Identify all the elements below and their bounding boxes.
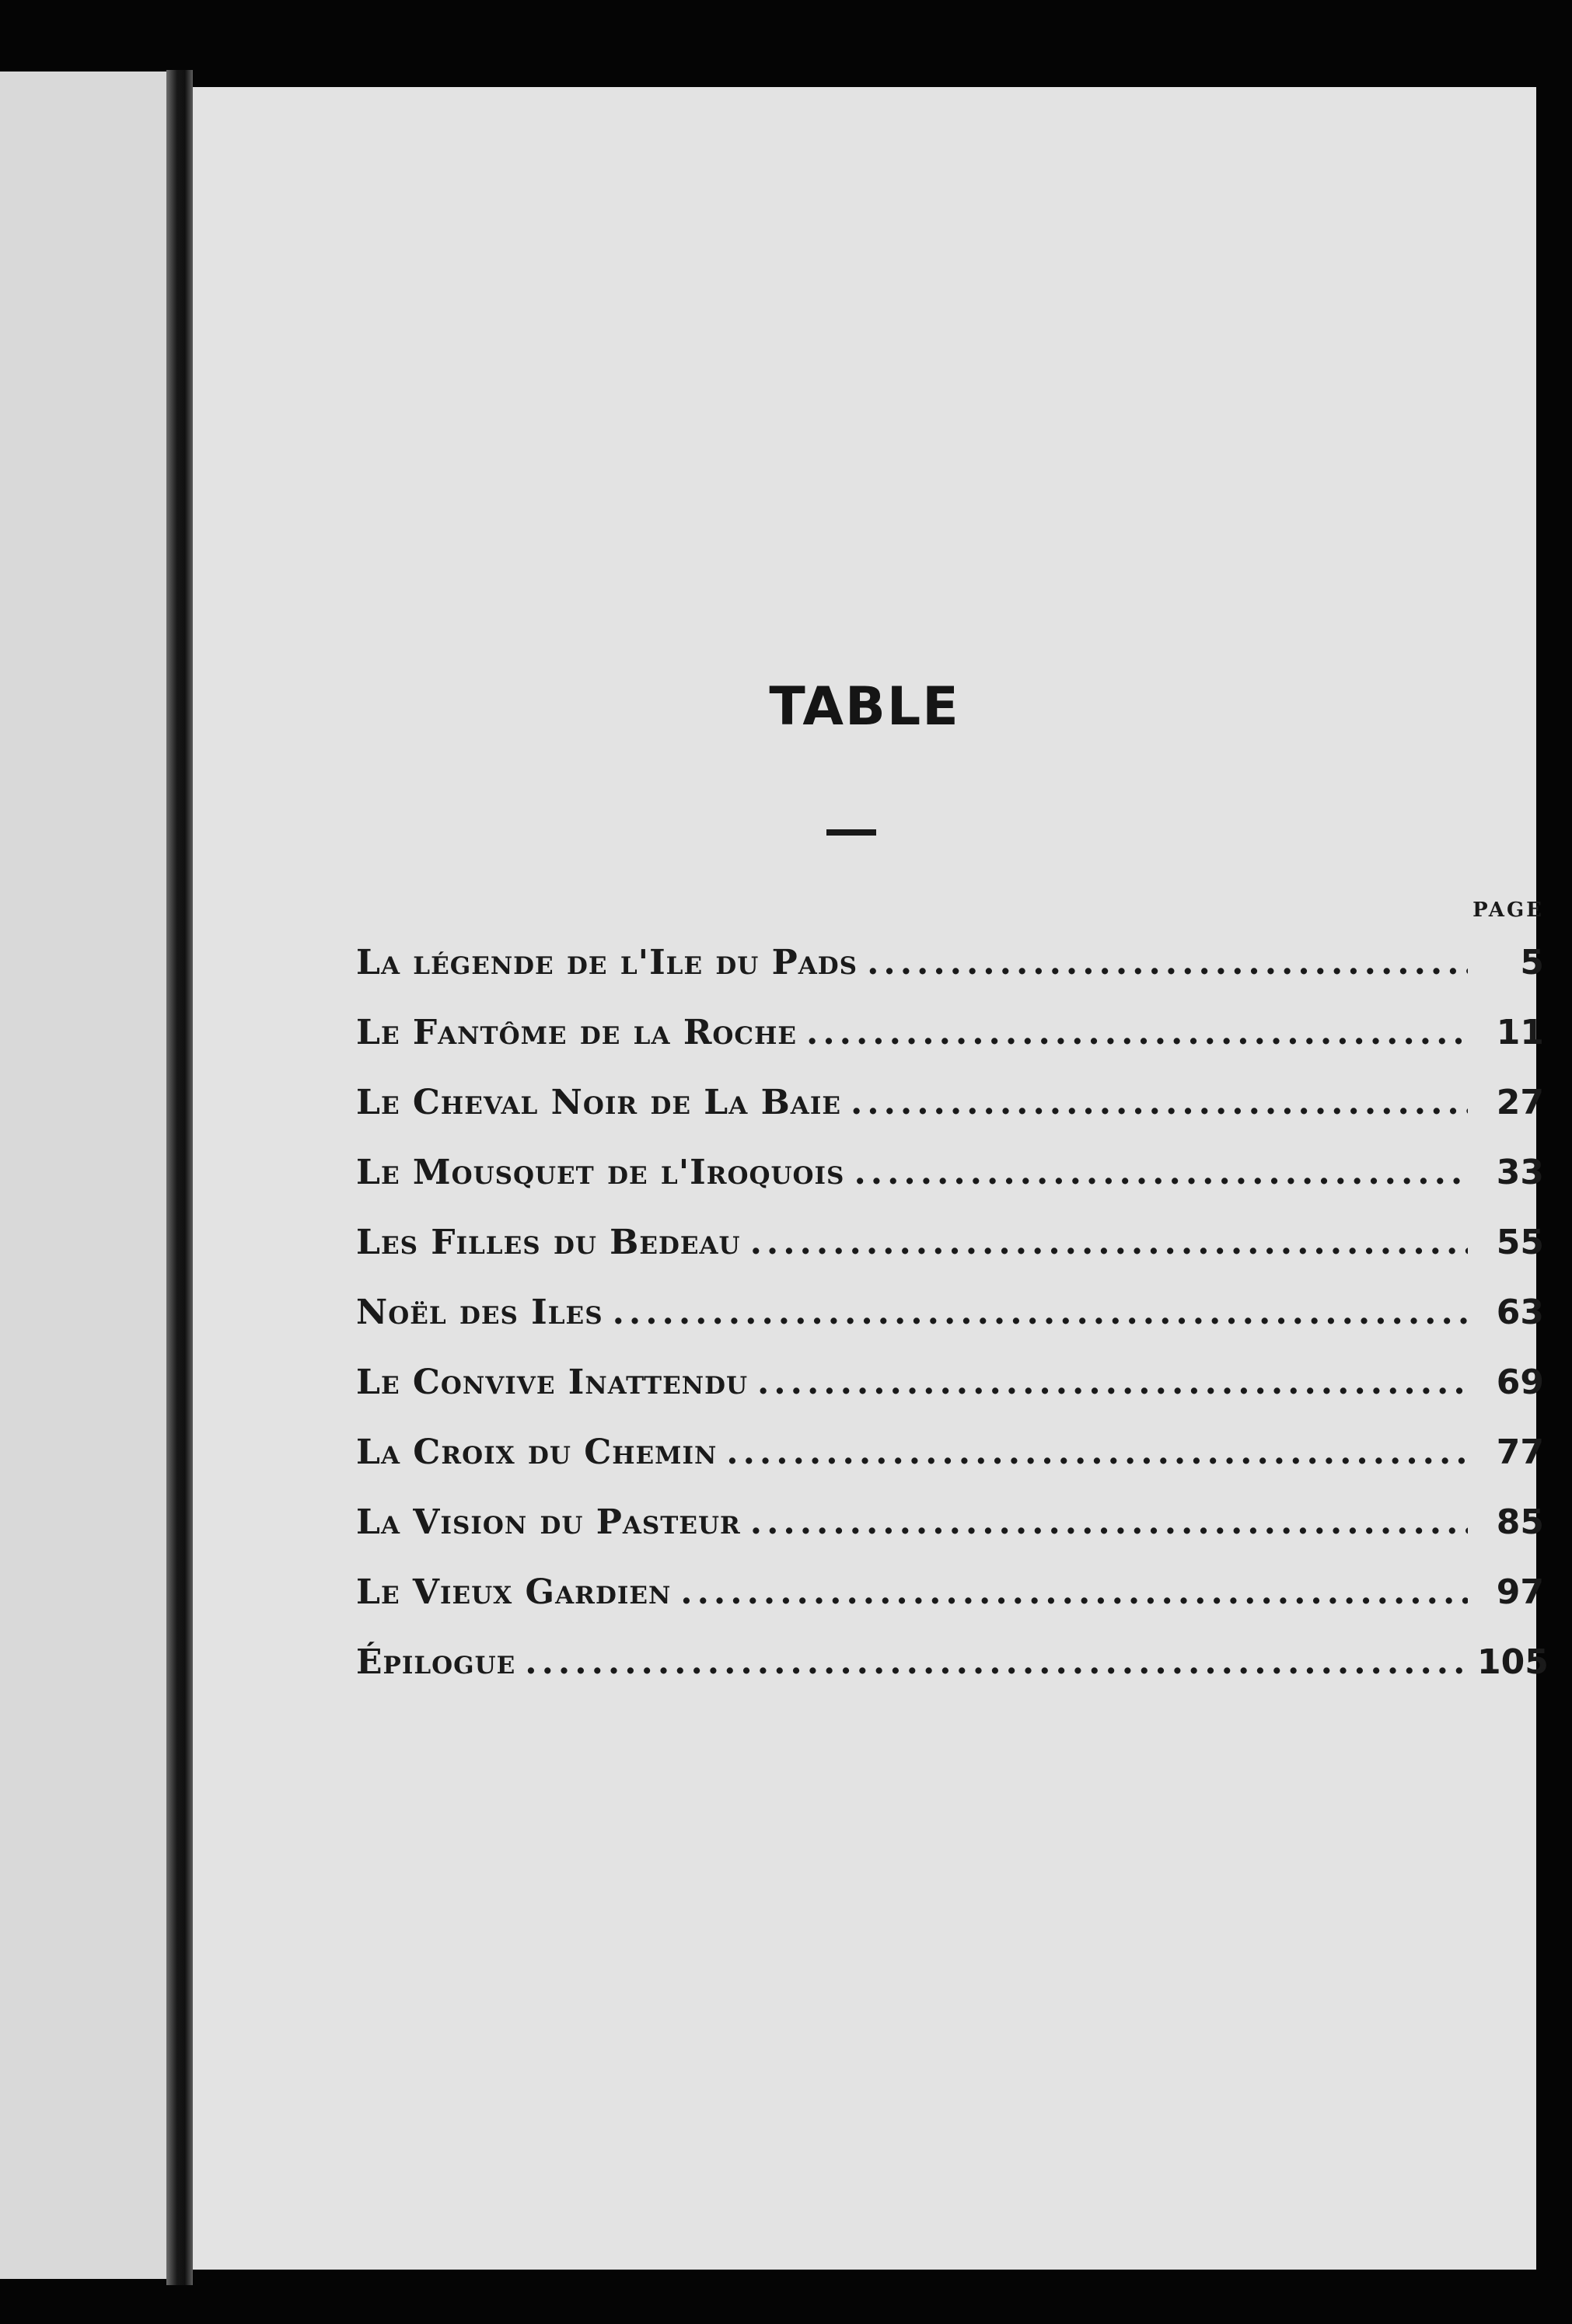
toc-entry-title: Le Cheval Noir de La Baie xyxy=(356,1083,841,1122)
toc-entry-page: 105 xyxy=(1477,1642,1549,1682)
toc-entry-title: Le Convive Inattendu xyxy=(356,1363,748,1402)
toc-entry xyxy=(356,1418,1544,1488)
toc-entry xyxy=(356,998,1544,1068)
toc-entry-title: Épilogue xyxy=(356,1642,516,1682)
table-of-contents xyxy=(356,928,1549,1698)
left-page-edge xyxy=(0,72,185,2279)
dot-leader xyxy=(854,1138,1468,1208)
toc-entry-page: 77 xyxy=(1496,1432,1544,1472)
book-spine xyxy=(166,70,193,2285)
page-title: TABLE xyxy=(769,676,960,738)
toc-entry-page: 33 xyxy=(1496,1153,1544,1192)
toc-entry xyxy=(356,1278,1544,1348)
toc-entry-page: 11 xyxy=(1496,1013,1544,1052)
dot-leader xyxy=(680,1558,1468,1628)
title-divider xyxy=(826,829,876,836)
dot-leader xyxy=(726,1418,1468,1488)
toc-entry xyxy=(356,1558,1544,1628)
toc-entry xyxy=(356,1068,1544,1138)
toc-entry-title: Le Fantôme de la Roche xyxy=(356,1013,798,1052)
toc-entry xyxy=(356,1628,1549,1698)
dot-leader xyxy=(757,1348,1468,1418)
dot-leader xyxy=(750,1488,1468,1558)
toc-entry-title: La légende de l'Ile du Pads xyxy=(356,943,858,982)
toc-entry-title: Noël des Iles xyxy=(356,1293,603,1332)
toc-entry xyxy=(356,1138,1544,1208)
toc-entry-page: 27 xyxy=(1496,1083,1544,1122)
toc-entry-page: 85 xyxy=(1496,1502,1544,1542)
toc-entry-page: 97 xyxy=(1496,1572,1544,1612)
toc-entry-title: Le Vieux Gardien xyxy=(356,1572,672,1612)
toc-entry-page: 69 xyxy=(1496,1363,1544,1402)
toc-entry xyxy=(356,1488,1544,1558)
dot-leader xyxy=(750,1208,1468,1278)
toc-entry xyxy=(356,1348,1544,1418)
page-column-header: PAGE xyxy=(1472,899,1544,922)
book-page xyxy=(193,87,1549,2270)
dot-leader xyxy=(525,1628,1468,1698)
toc-entry-page: 63 xyxy=(1496,1293,1544,1332)
toc-entry-title: La Croix du Chemin xyxy=(356,1432,718,1472)
dot-leader xyxy=(851,1068,1468,1138)
toc-entry-title: Les Filles du Bedeau xyxy=(356,1223,741,1262)
toc-entry-title: Le Mousquet de l'Iroquois xyxy=(356,1153,845,1192)
dot-leader xyxy=(867,928,1468,998)
dot-leader xyxy=(806,998,1468,1068)
toc-entry xyxy=(356,928,1544,998)
dot-leader xyxy=(613,1278,1468,1348)
toc-entry-page: 55 xyxy=(1496,1223,1544,1262)
toc-entry-title: La Vision du Pasteur xyxy=(356,1502,741,1542)
toc-entry xyxy=(356,1208,1544,1278)
toc-entry-page: 5 xyxy=(1520,943,1544,982)
